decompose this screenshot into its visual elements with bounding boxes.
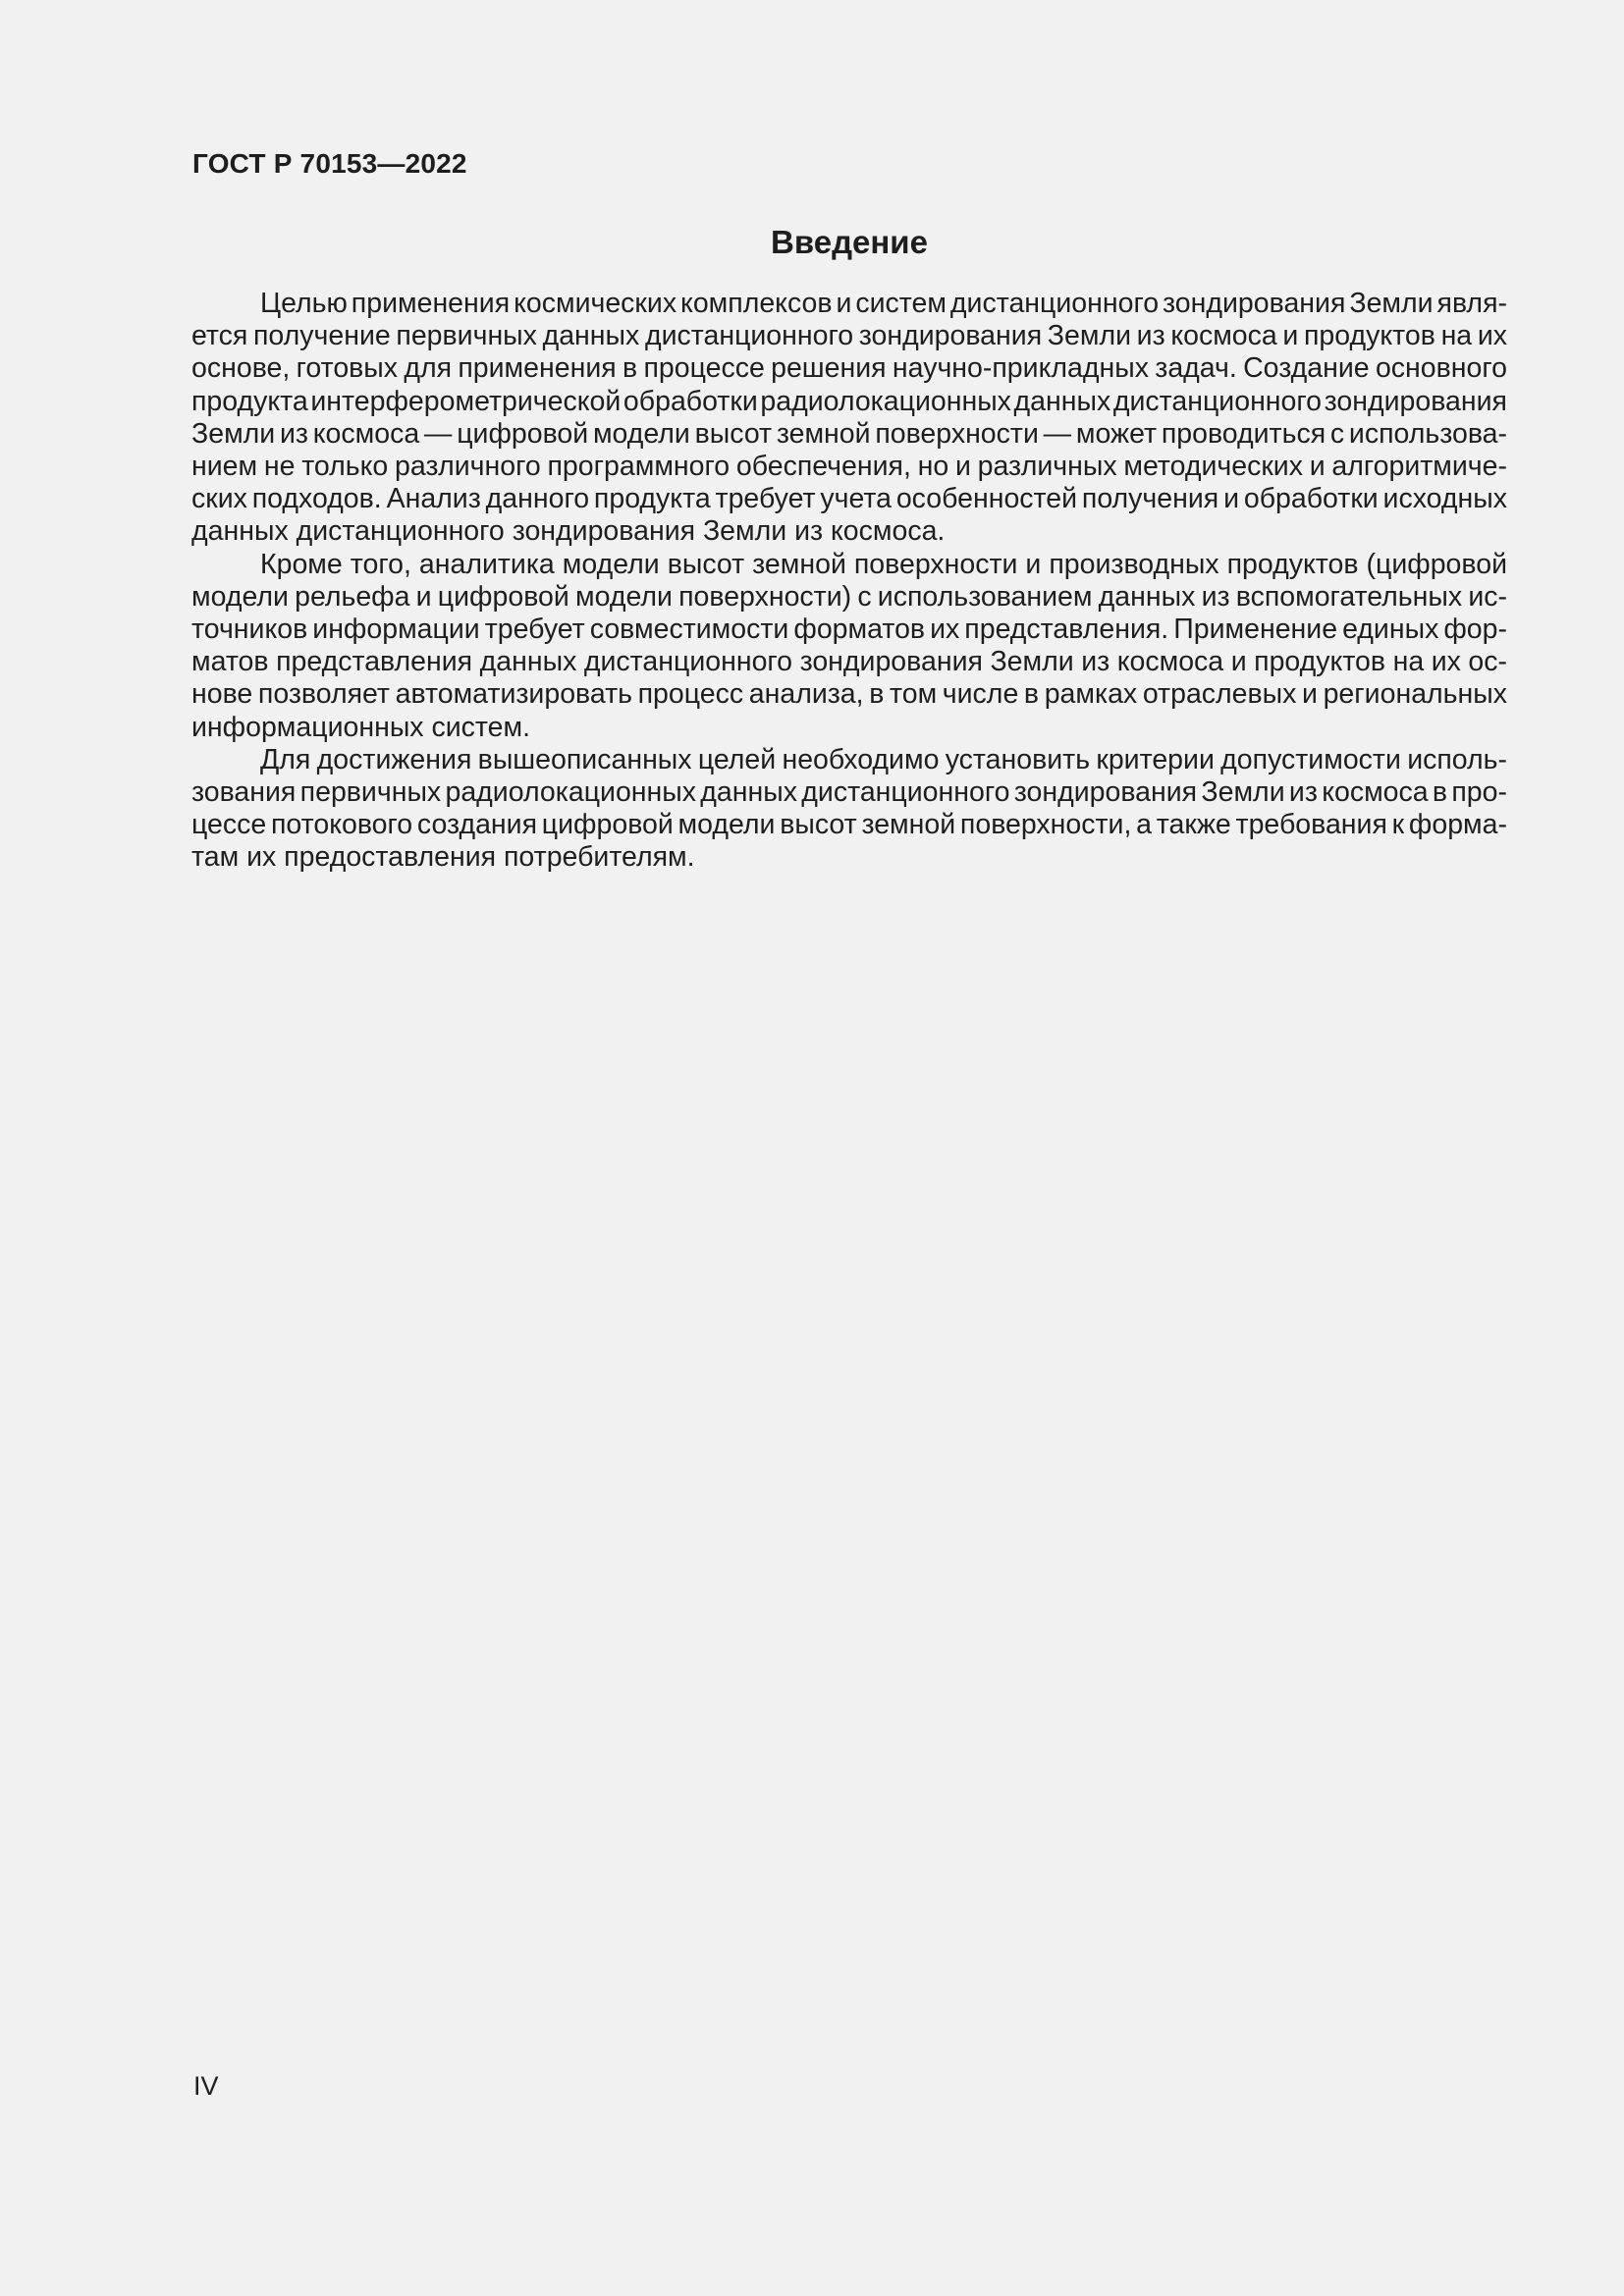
body-paragraphs	[191, 288, 1507, 875]
running-header: ГОСТ Р 70153—2022	[192, 148, 467, 179]
text-line: нием не только различного программного обеспечения, но и различных методических и алгоритмиче-	[191, 451, 1507, 483]
page-number: IV	[193, 2071, 219, 2101]
section-title: Введение	[771, 224, 928, 260]
text-line: Земли из космоса — цифровой модели высот земной поверхности — может проводиться с использова-	[191, 417, 1507, 450]
text-line: цессе потокового создания цифровой модели высот земной поверхности, а также требования к форма-	[191, 809, 1507, 841]
text-line: Целью применения космических комплексов и систем дистанционного зондирования Земли явля-	[260, 288, 1507, 319]
text-line: матов представления данных дистанционного зондирования Земли из космоса и продуктов на их ос-	[191, 646, 1507, 678]
text-line: Кроме того, аналитика модели высот земной поверхности и производных продуктов (цифровой	[260, 548, 1507, 580]
text-line: ется получение первичных данных дистанционного зондирования Земли из космоса и продуктов на их	[191, 320, 1507, 352]
text-line: модели рельефа и цифровой модели поверхности) с использованием данных из вспомогательных ис-	[191, 580, 1507, 613]
text-line: там их предоставления потребителям.	[191, 841, 695, 874]
text-line: данных дистанционного зондирования Земли из космоса.	[191, 515, 946, 548]
text-line: зования первичных радиолокационных данных дистанционного зондирования Земли из космоса в про-	[191, 776, 1507, 809]
paragraph	[191, 549, 1507, 744]
text-line: точников информации требует совместимости форматов их представления. Применение единых фор-	[191, 614, 1507, 646]
text-line: основе, готовых для применения в процессе решения научно-прикладных задач. Создание основного	[191, 352, 1507, 385]
paragraph	[191, 744, 1507, 875]
text-line: информационных систем.	[191, 711, 530, 743]
paragraph	[191, 288, 1507, 549]
text-line: ских подходов. Анализ данного продукта требует учета особенностей получения и обработки исходных	[191, 483, 1507, 515]
text-line: нове позволяет автоматизировать процесс анализа, в том числе в рамках отраслевых и региональных	[191, 678, 1507, 711]
text-line: продукта интерферометрической обработки радиолокационных данных дистанционного зондирования	[191, 385, 1507, 417]
text-line: Для достижения вышеописанных целей необходимо установить критерии допустимости исполь-	[260, 743, 1507, 775]
